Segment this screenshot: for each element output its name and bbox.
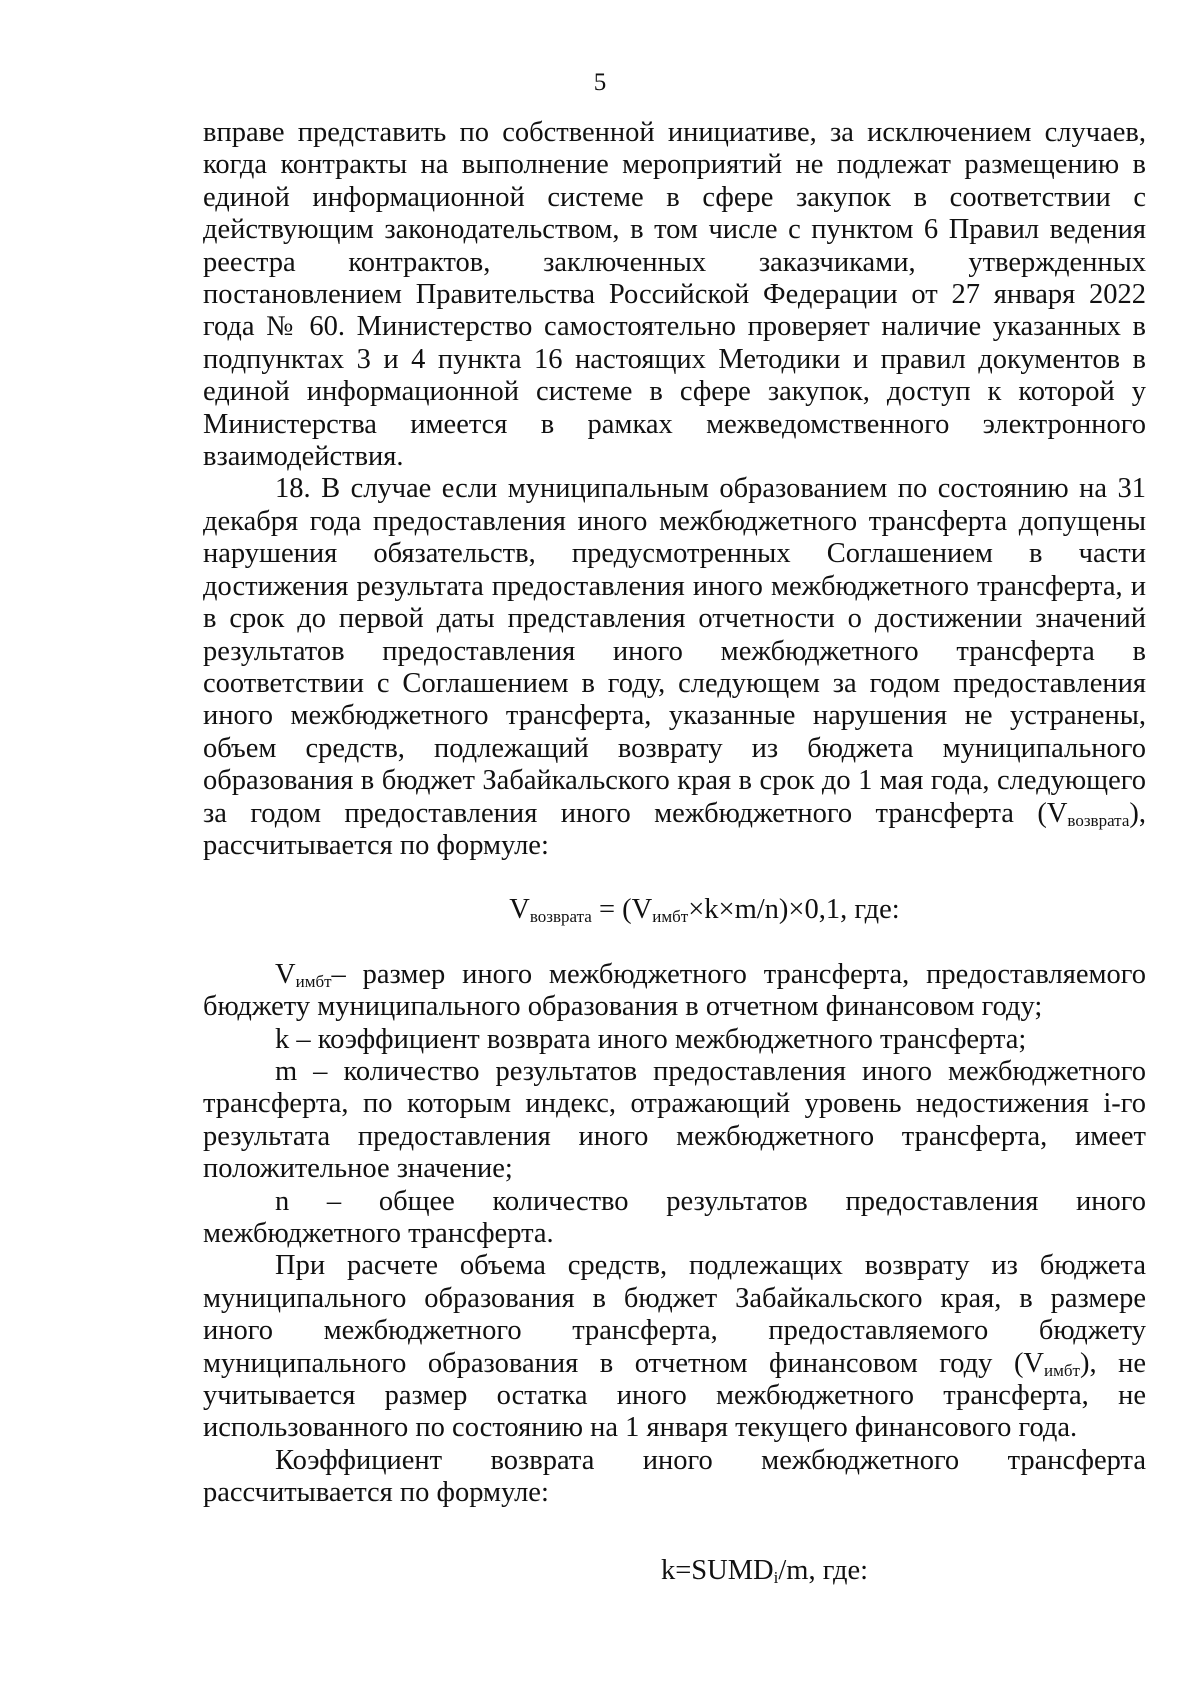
formula-rhs: ×k×m/n)×0,1, где:	[688, 894, 900, 926]
formula2-lhs: k=SUMD	[660, 1554, 774, 1586]
calculation-note-text: При расчете объема средств, подлежащих возврату из бюджета муниципального образования в бюджет Забайкальского края, в размере иного межбюджетного трансферта, предоставляемого бюджету муниципального образования в отчетном финансовом году (V	[203, 1250, 1146, 1379]
definition-n: n – общее количество результатов предоставления иного межбюджетного трансферта.	[203, 1185, 1146, 1249]
definition-v-symbol: V	[275, 958, 296, 990]
formula-lhs: V	[509, 894, 530, 926]
formula-coefficient	[203, 1555, 1146, 1587]
definition-k: k – коэффициент возврата иного межбюджетного трансферта;	[275, 1023, 1027, 1055]
subscript-vozvrata: возврата	[1067, 810, 1130, 830]
definition-m: m – количество результатов предоставления иного межбюджетного трансферта, по которым индекс, отражающий уровень недостижения i-го результата предоставления иного межбюджетного трансферта, имеет положительное значение;	[203, 1055, 1146, 1185]
calculation-note-tail: ), не учитывается размер остатка иного межбюджетного трансферта, не использованного по состоянию на 1 января текущего финансового года.	[203, 1347, 1146, 1444]
formula-lhs-sub: возврата	[529, 907, 592, 927]
definition-v-text: – размер иного межбюджетного трансферта, предоставляемого бюджету муниципального образования в отчетном финансовом году;	[203, 958, 1146, 1023]
paragraph-continuation: вправе представить по собственной инициативе, за исключением случаев, когда контракты на выполнение мероприятий не подлежат размещению в единой информационной системе в сфере закупок в соответствии с действующим законодательством, в том числе с пунктом 6 Правил ведения реестра контрактов, заключенных заказчиками, утвержденных постановлением Правительства Российской Федерации от 27 января 2022 года № 60. Министерство самостоятельно проверяет наличие указанных в подпунктах 3 и 4 пункта 16 настоящих Методики и правил документов в единой информационной системе в сфере закупок, доступ к которой у Министерства имеется в рамках межведомственного электронного взаимодействия.	[203, 117, 1146, 473]
page-number: 5	[593, 69, 607, 96]
paragraph-calculation-note	[203, 1250, 1146, 1444]
document-body	[203, 117, 1146, 1587]
calculation-note-sub: имбт	[1044, 1360, 1080, 1380]
formula-mid-sub: имбт	[652, 907, 689, 927]
paragraph-18-tail: ), рассчитывается по формуле:	[203, 797, 1146, 861]
formula2-rhs: /m, где:	[778, 1554, 869, 1586]
paragraph-18	[203, 473, 1146, 862]
definition-v-sub: имбт	[295, 971, 332, 991]
paragraph-18-text: 18. В случае если муниципальным образованием по состоянию на 31 декабря года предоставления иного межбюджетного трансферта допущены нарушения обязательств, предусмотренных Соглашением в части достижения результата предоставления иного межбюджетного трансферта, и в срок до первой даты представления отчетности о достижении значений результатов предоставления иного межбюджетного трансферта в соответствии с Соглашением в году, следующем за годом предоставления иного межбюджетного трансферта, указанные нарушения не устранены, объем средств, подлежащий возврату из бюджета муниципального образования в бюджет Забайкальского края в срок до 1 мая года, следующего за годом предоставления иного межбюджетного трансферта (V	[203, 473, 1146, 829]
formula-return-volume	[203, 894, 1146, 926]
paragraph-coefficient: Коэффициент возврата иного межбюджетного трансферта рассчитывается по формуле:	[203, 1444, 1146, 1509]
formula-mid: = (V	[591, 894, 653, 926]
formula2-lhs-sub: i	[773, 1567, 779, 1587]
definition-v-imbt	[203, 959, 1146, 1024]
